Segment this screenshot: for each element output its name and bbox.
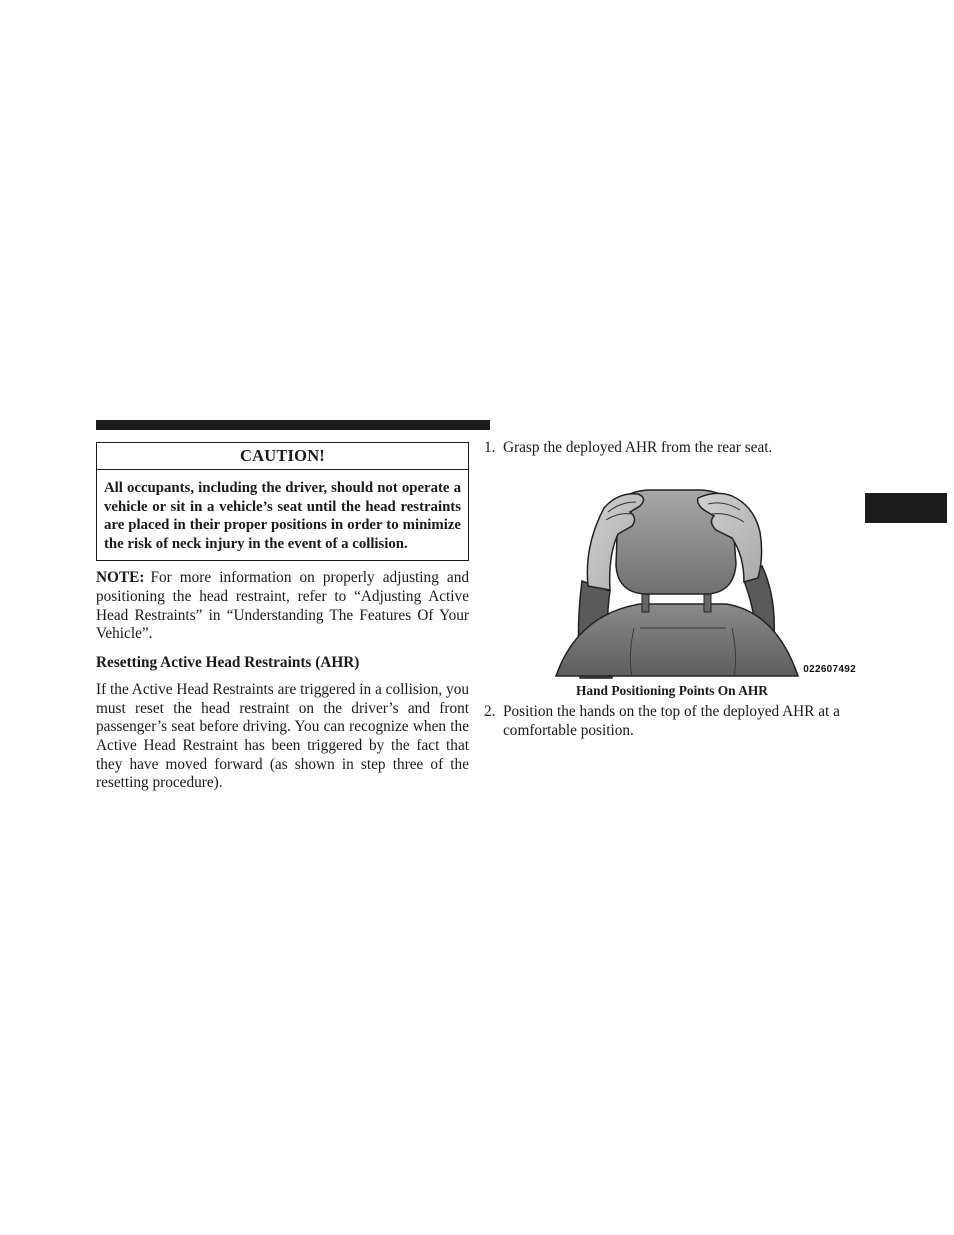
section-heading: Resetting Active Head Restraints (AHR) [96,654,360,672]
figure-caption: Hand Positioning Points On AHR [576,683,768,698]
step-1 [484,439,860,458]
note-text: For more information on properly adjusting and positioning the head restraint, refer to “Adjusting Active Head Restraints” in “Understanding The Features Of Your Vehicle”. [96,569,469,643]
caution-box [96,442,469,561]
step-2 [484,703,860,740]
figure-code: 022607492 [803,664,856,675]
note-paragraph [96,569,469,644]
section-body: If the Active Head Restraints are triggered in a collision, you must reset the head restraint on the driver’s and front passenger’s seat before driving. You can recognize when the Active Head Restraint has been triggered by the fact that they have moved forward (as shown in step three of the resetting procedure). [96,680,469,792]
step-text: Position the hands on the top of the deployed AHR at a comfortable position. [503,703,840,739]
step-number: 2. [484,703,496,720]
illustration-svg [548,486,860,680]
caution-body: All occupants, including the driver, should not operate a vehicle or sit in a vehicle’s seat until the head restraints are placed in their proper positions in order to minimize the risk of neck injury in the event of a collision. [104,480,461,552]
left-column [96,442,469,793]
note-label: NOTE: [96,569,145,587]
step-text: Grasp the deployed AHR from the rear seat. [503,439,773,456]
step-number: 1. [484,439,496,456]
section-top-rule [96,420,490,430]
chapter-tab-marker [865,493,947,523]
caution-title: CAUTION! [97,443,468,470]
head-restraint-illustration [548,486,860,680]
